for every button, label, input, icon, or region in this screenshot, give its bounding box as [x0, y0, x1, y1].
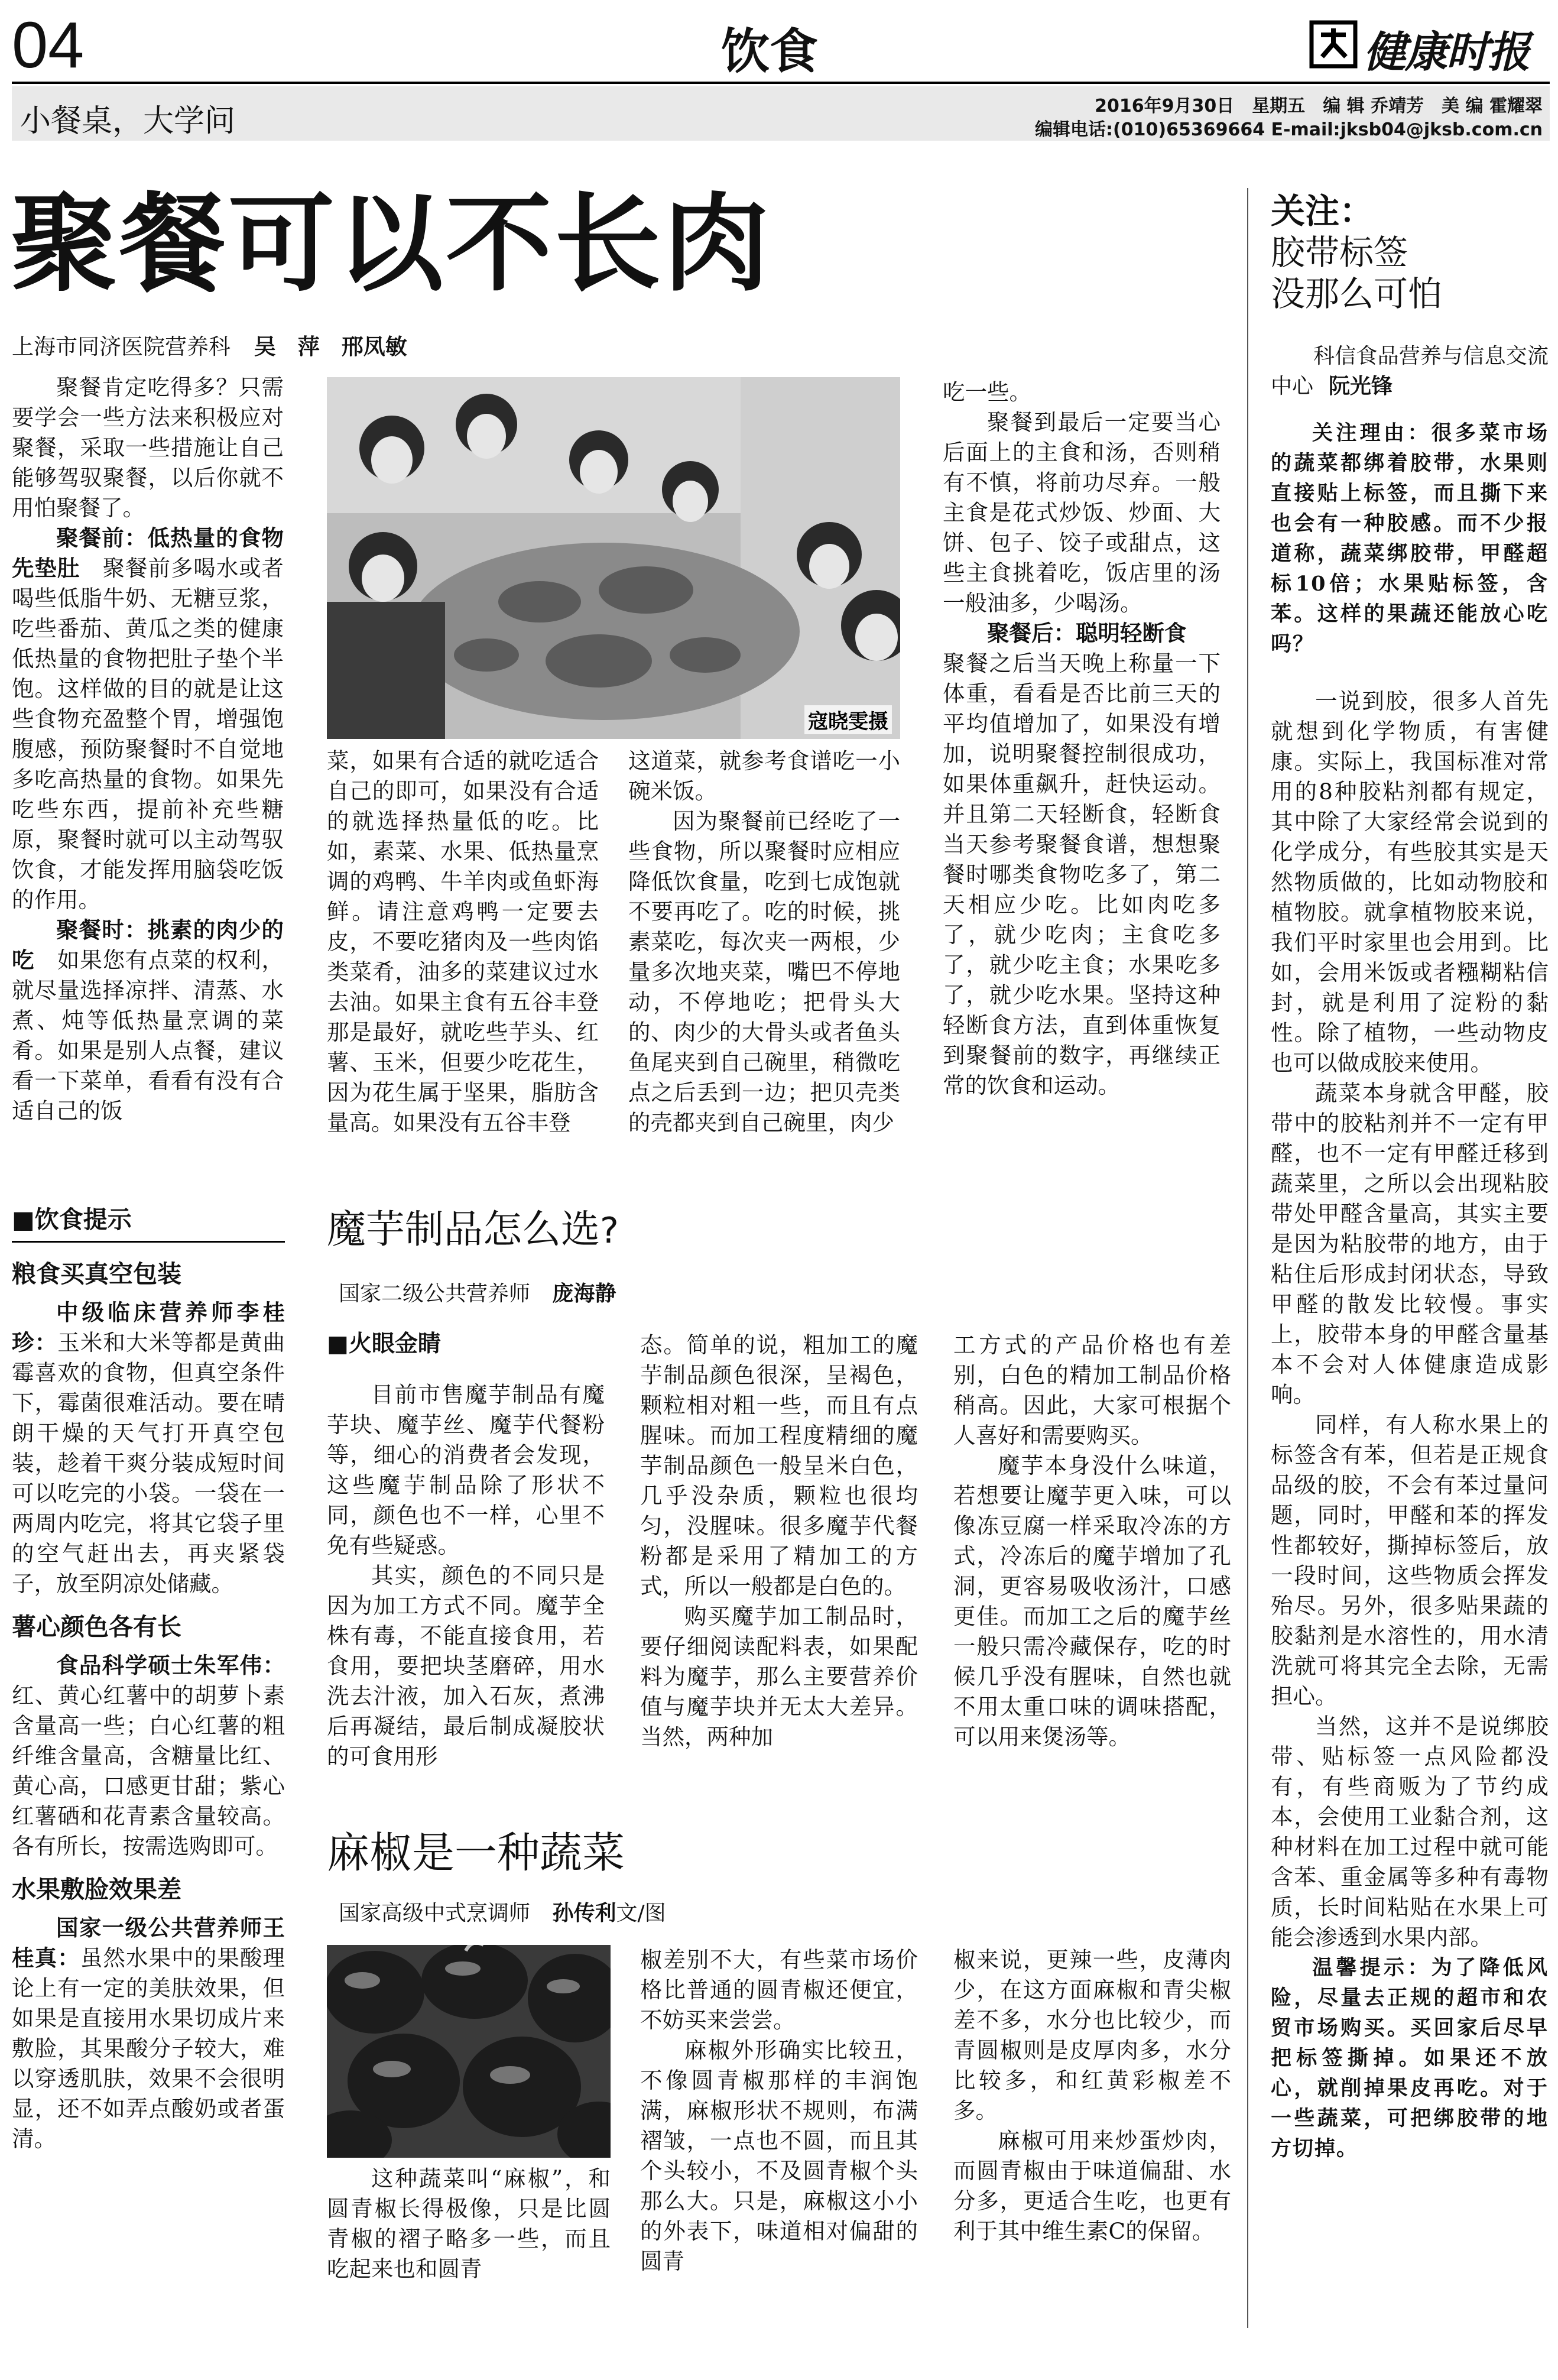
reason-label: 关注理由： — [1312, 421, 1432, 445]
focus-tip — [1271, 1953, 1549, 2164]
tip-label: 温馨提示： — [1312, 1956, 1432, 1980]
main-col-4 — [943, 377, 1221, 1101]
focus-byline: 科信食品营养与信息交流中心 阮光锋 — [1271, 344, 1549, 398]
pepper-paragraph: 麻椒外形确实比较丑，不像圆青椒那样的丰润饱满，麻椒形状不规则，布满褶皱，一点也不圆，而且其个头较小，不及圆青椒个头那么大。只是，麻椒这小小的外表下，味道相对偏甜的圆青 — [640, 2037, 918, 2274]
tip-title: 薯心颜色各有长 — [12, 1613, 181, 1641]
column-separator — [1247, 188, 1248, 2328]
page-number: 04 — [12, 9, 85, 82]
subhead-before: 聚餐前：低热量的食物先垫肚 — [12, 525, 284, 581]
tip-text: 为了降低风险，尽量去正规的超市和农贸市场购买。买回家后尽早把标签撕掉。如果还不放心，就削掉果皮再吃。对于一些蔬菜，可把绑胶带的地方切掉。 — [1271, 1956, 1549, 2161]
column-band — [12, 86, 1550, 141]
konjac-byline: 国家二级公共营养师 庞海静 — [339, 1282, 616, 1306]
logo-text: 健康时报 — [1364, 27, 1530, 77]
focus-paragraph: 当然，这并不是说绑胶带、贴标签一点风险都没有，有些商贩为了节约成本，会使用工业黏合剂，这种材料在加工过程中就可能含苯、重金属等多种有毒物质，长时间粘贴在水果上可能会渗透到水果内部。 — [1271, 1713, 1549, 1950]
column-name: 小餐桌，大学问 — [20, 103, 236, 139]
byline-org: 上海市同济医院营养科 — [12, 334, 231, 359]
konjac-paragraph: 其实，颜色的不同只是因为加工方式不同。魔芋全株有毒，不能直接食用，若食用，要把块茎磨碎，用水洗去汁液，加入石灰，煮沸后再凝结，最后制成凝胶状的可食用形 — [327, 1562, 605, 1769]
tip-text: 玉米和大米等都是黄曲霉喜欢的食物，但真空条件下，霉菌很难活动。要在晴朗干燥的天气打开真空包装，趁着干爽分装成短时间可以吃完的小袋。一袋在一两周内吃完，将其它袋子里的空气赶出去，再夹紧袋子，放至阴凉处储藏。 — [12, 1330, 285, 1597]
tip-author: 国家一级公共营养师王桂真： — [12, 1915, 285, 1971]
tips-header: ■饮食提示 — [12, 1200, 285, 1243]
focus-title-line-2: 没那么可怕 — [1271, 274, 1443, 314]
main-paragraph: 聚餐时：挑素的肉少的吃 如果您有点菜的权利，就尽量选择凉拌、清蒸、水煮、炖等低热量烹调的菜肴。如果是别人点餐，建议看一下菜单，看看有没有合适自己的饭 — [12, 917, 284, 1124]
newspaper-logo — [1309, 18, 1551, 77]
tip-author: 食品科学硕士朱军伟： — [56, 1652, 285, 1678]
question-mark: ? — [600, 1210, 619, 1251]
subhead-after: 聚餐后：聪明轻断食 — [987, 620, 1187, 646]
tip-title: 水果敷脸效果差 — [12, 1875, 181, 1904]
tip-item — [12, 1612, 285, 1862]
konjac-col-1 — [327, 1330, 605, 1772]
konjac-section-label: ■火眼金睛 — [327, 1331, 441, 1357]
focus-paragraph: 一说到胶，很多人首先就想到化学物质，有害健康。实际上，我国标准对常用的8种胶粘剂都有规定，其中除了大家经常会说到的化学成分，有些胶其实是天然物质做的，比如动物胶和植物胶。就拿植物胶来说，我们平时家里也会用到。比如，会用米饭或者糨糊粘信封，就是利用了淀粉的黏性。除了植物，一些动物皮也可以做成胶来使用。 — [1271, 688, 1549, 1076]
focus-title-line-1: 胶带标签 — [1271, 232, 1408, 273]
konjac-col-2 — [640, 1330, 918, 1752]
konjac-paragraph: 工方式的产品价格也有差别，白色的精加工制品价格稍高。因此，大家可根据个人喜好和需要购买。 — [953, 1332, 1231, 1448]
peppers-photo — [327, 1945, 611, 2158]
photo-illustration — [327, 377, 900, 739]
focus-paragraph: 蔬菜本身就含甲醛，胶带中的胶粘剂并不一定有甲醛，也不一定有甲醛迁移到蔬菜里，之所以会出现粘胶带处甲醛含量高，其实主要是因为粘胶带的地方，由于粘住后形成封闭状态，导致甲醛的散发比较慢。事实上，胶带本身的甲醛含量基本不会对人体健康造成影响。 — [1271, 1080, 1549, 1408]
main-title: 聚餐可以不长肉 — [11, 181, 772, 306]
main-col-3 — [628, 746, 900, 1138]
photo-credit: 寇晓雯摄 — [804, 705, 892, 734]
reason-text: 很多菜市场的蔬菜都绑着胶带，水果则直接贴上标签，而且撕下来也会有一种胶感。而不少报道称，蔬菜绑胶带，甲醛超标10倍；水果贴标签，含苯。这样的果蔬还能放心吃吗？ — [1271, 421, 1549, 656]
main-paragraph: 因为聚餐前已经吃了一些食物，所以聚餐时应相应降低饮食量，吃到七成饱就不要再吃了。吃的时候，挑素菜吃，每次夹一两根，少量多次地夹菜，嘴巴不停地动，不停地吃；把骨头大的、肉少的大骨头或者鱼头鱼尾夹到自己碗里，稍微吃点之后丢到一边；把贝壳类的壳都夹到自己碗里，肉少 — [628, 808, 900, 1136]
peppers-illustration — [327, 1945, 611, 2158]
pepper-paragraph: 麻椒可用来炒蛋炒肉，而圆青椒由于味道偏甜、水分多，更适合生吃，也更有利于其中维生素C的保留。 — [953, 2128, 1231, 2244]
subhead-during: 聚餐时：挑素的肉少的吃 — [12, 917, 284, 973]
tip-item — [12, 1259, 285, 1599]
pepper-byline: 国家高级中式烹调师 孙传利文/图 — [339, 1901, 666, 1925]
pepper-title: 麻椒是一种蔬菜 — [327, 1828, 625, 1878]
main-paragraph: 聚餐前：低热量的食物先垫肚 聚餐前多喝水或者喝些低脂牛奶、无糖豆浆，吃些番茄、黄瓜之类的健康低热量的食物把肚子垫个半饱。这样做的目的就是让这些食物充盈整个胃，增强饱腹感，预防聚餐时不自觉地多吃高热量的食物。如果先吃些东西，提前补充些糖原，聚餐时就可以主动驾驭饮食，才能发挥用脑袋吃饭的作用。 — [12, 525, 284, 913]
pepper-paragraph: 椒差别不大，有些菜市场价格比普通的圆青椒还便宜，不妨买来尝尝。 — [640, 1947, 918, 2033]
focus-reason — [1271, 418, 1549, 659]
tip-item — [12, 1875, 285, 2154]
main-paragraph: 聚餐之后当天晚上称量一下体重，看看是否比前三天的平均值增加了，如果没有增加，说明聚餐控制很成功，如果体重飙升，赶快运动。并且第二天轻断食，轻断食当天参考聚餐食谱，想想聚餐时哪类食物吃多了，第二天相应少吃。比如肉吃多了，就少吃肉；主食吃多了，就少吃主食；水果吃多了，就少吃水果。坚持这种轻断食方法，直到体重恢复到聚餐前的数字，再继续正常的饮食和运动。 — [943, 650, 1221, 1098]
pepper-col-1 — [327, 2164, 611, 2284]
main-paragraph: 菜，如果有合适的就吃适合自己的即可，如果没有合适的就选择热量低的吃。比如，素菜、水果、低热量烹调的鸡鸭、牛羊肉或鱼虾海鲜。请注意鸡鸭一定要去皮，不要吃猪肉及一些肉馅类菜肴，油多的菜建议过水去油。如果主食有五谷丰登那是最好，就吃些芋头、红薯、玉米，但要少吃花生，因为花生属于坚果，脂肪含量高。如果没有五谷丰登 — [327, 748, 599, 1136]
main-byline — [12, 329, 407, 361]
pepper-col-2 — [640, 1945, 918, 2277]
section-name: 饮食 — [721, 24, 819, 80]
tip-author: 中级临床营养师李桂珍： — [12, 1299, 285, 1356]
konjac-paragraph: 购买魔芋加工制品时，要仔细阅读配料表，如果配料为魔芋，那么主要营养价值与魔芋块并无太大差异。当然，两种加 — [640, 1603, 918, 1750]
main-paragraph: 聚餐到最后一定要当心后面上的主食和汤，否则稍有不慎，将前功尽弃。一般主食是花式炒饭、炒面、大饼、包子、饺子或甜点，这些主食挑着吃，饭店里的汤一般油多，少喝汤。 — [943, 409, 1221, 616]
pepper-col-3 — [953, 1945, 1231, 2246]
page-header — [0, 0, 1558, 142]
focus-section — [1271, 190, 1549, 2164]
pepper-paragraph: 椒来说，更辣一些，皮薄肉少，在这方面麻椒和青尖椒差不多，水分也比较少，而青圆椒则是皮厚肉多，水分比较多，和红黄彩椒差不多。 — [953, 1947, 1231, 2123]
main-paragraph: 聚餐肯定吃得多？只需要学会一些方法来积极应对聚餐，采取一些措施让自己能够驾驭聚餐，以后你就不用怕聚餐了。 — [12, 374, 284, 521]
konjac-paragraph: 目前市售魔芋制品有魔芋块、魔芋丝、魔芋代餐粉等，细心的消费者会发现，这些魔芋制品除了形状不同，颜色也不一样，心里不免有些疑惑。 — [327, 1382, 605, 1558]
main-paragraph: 吃一些。 — [943, 379, 1031, 405]
focus-paragraph: 同样，有人称水果上的标签含有苯，但若是正规食品级的胶，不会有苯过量问题，同时，甲醛和苯的挥发性都较好，撕掉标签后，放一段时间，这些物质会挥发殆尽。另外，很多贴果蔬的胶黏剂是水溶性的，用水清洗就可将其完全去除，无需担心。 — [1271, 1412, 1549, 1709]
tip-title: 粮食买真空包装 — [12, 1260, 181, 1288]
focus-body — [1271, 686, 1549, 1953]
konjac-col-3 — [953, 1330, 1231, 1752]
konjac-paragraph: 魔芋本身没什么味道，若想要让魔芋更入味，可以像冻豆腐一样采取冷冻的方式，冷冻后的魔芋增加了孔洞，更容易吸收汤汁，口感更佳。而加工之后的魔芋丝一般只需冷藏保存，吃的时候几乎没有腥味，自然也就不用太重口味的调味搭配，可以用来煲汤等。 — [953, 1452, 1231, 1750]
tip-text: 红、黄心红薯中的胡萝卜素含量高一些；白心红薯的粗纤维含量高，含糖量比红、黄心高，口感更甘甜；紫心红薯硒和花青素含量较高。各有所长，按需选购即可。 — [12, 1682, 285, 1859]
byline-authors: 吴 萍 邢凤敏 — [254, 334, 407, 359]
logo-emblem-icon — [1309, 20, 1358, 69]
header-rule — [12, 82, 1550, 84]
konjac-paragraph: 态。简单的说，粗加工的魔芋制品颜色很深，呈褐色，颗粒相对粗一些，而且有点腥味。而加工程度精细的魔芋制品颜色一般呈米白色，几乎没杂质，颗粒也很均匀，没腥味。很多魔芋代餐粉都是采用了精加工的方式，所以一般都是白色的。 — [640, 1332, 918, 1599]
konjac-title: 魔芋制品怎么选? — [327, 1207, 619, 1252]
main-paragraph: 这道菜，就参考食谱吃一小碗米饭。 — [628, 748, 900, 804]
dinner-party-photo — [327, 377, 900, 739]
main-col-2 — [327, 746, 599, 1138]
pepper-paragraph: 这种蔬菜叫“麻椒”，和圆青椒长得极像，只是比圆青椒的褶子略多一些，而且吃起来也和圆青 — [327, 2165, 611, 2282]
tip-text: 虽然水果中的果酸理论上有一定的美肤效果，但如果是直接用水果切成片来敷脸，其果酸分子较大，难以穿透肌肤，效果不会很明显，还不如弄点酸奶或者蛋清。 — [12, 1945, 285, 2152]
tips-section — [12, 1200, 285, 2154]
focus-label: 关注： — [1271, 191, 1374, 231]
contact-line: 编辑电话:(010)65369664 E-mail:jksb04@jksb.com.cn — [1035, 119, 1543, 140]
main-col-1 — [12, 372, 284, 1126]
date-line: 2016年9月30日 星期五 编 辑 乔靖芳 美 编 霍耀翠 — [1095, 96, 1543, 116]
main-paragraph — [943, 618, 1221, 648]
